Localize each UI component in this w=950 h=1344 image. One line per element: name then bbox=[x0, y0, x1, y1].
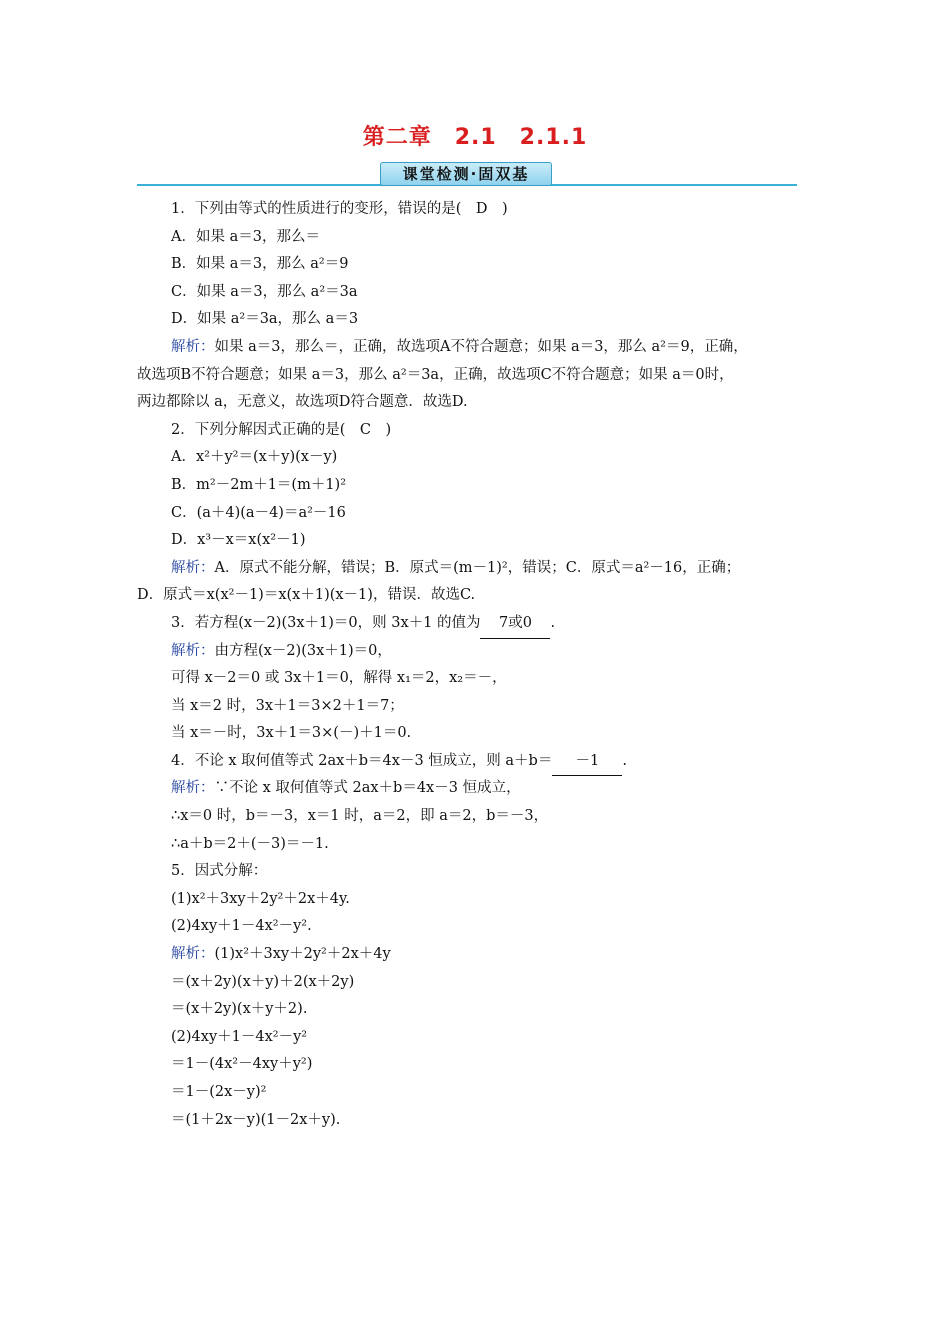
question-line: 5．因式分解： bbox=[171, 863, 268, 880]
analysis-line bbox=[137, 334, 837, 362]
analysis-label: 解析： bbox=[171, 642, 215, 659]
page-title: 第二章 2.1 2.1.1 bbox=[362, 125, 588, 150]
question-line bbox=[137, 610, 837, 638]
analysis-text: (1)x²＋3xy＋2y²＋2x＋4y bbox=[214, 946, 391, 963]
analysis-label: 解析： bbox=[171, 780, 215, 797]
question-end: . bbox=[622, 752, 627, 769]
question-line: ∴a＋b＝2＋(－3)＝－1. bbox=[171, 835, 329, 852]
answer-blank: 7或0 bbox=[480, 610, 550, 639]
question-line: B．如果 a＝3，那么 a²＝9 bbox=[171, 256, 349, 273]
analysis-text: 由方程(x－2)(3x＋1)＝0， bbox=[214, 642, 392, 659]
continuation-line: D．原式＝x(x²－1)＝x(x＋1)(x－1)，错误．故选C. bbox=[137, 587, 476, 604]
question-line: (2)4xy＋1－4x²－y². bbox=[171, 918, 312, 935]
question-line: 2．下列分解因式正确的是( C ) bbox=[171, 421, 392, 438]
continuation-line: 两边都除以 a，无意义，故选项D符合题意．故选D. bbox=[137, 394, 468, 411]
question-line: ＝1－(2x－y)² bbox=[171, 1084, 267, 1100]
analysis-text: 如果 a＝3，那么＝，正确，故选项A不符合题意；如果 a＝3，那么 a²＝9，正确， bbox=[214, 338, 748, 355]
question-line: ＝(x＋2y)(x＋y＋2). bbox=[171, 1001, 308, 1018]
question-text: 3．若方程(x－2)(3x＋1)＝0，则 3x＋1 的值为 bbox=[171, 614, 481, 631]
analysis-line bbox=[137, 638, 837, 666]
question-line: (2)4xy＋1－4x²－y² bbox=[171, 1028, 308, 1045]
question-line: ∴x＝0 时，b＝－3，x＝1 时，a＝2，即 a＝2，b＝－3， bbox=[171, 808, 549, 825]
question-line: 可得 x－2＝0 或 3x＋1＝0，解得 x₁＝2，x₂＝－， bbox=[171, 670, 507, 687]
question-line: D．x³－x＝x(x²－1) bbox=[171, 532, 306, 549]
question-line: A．如果 a＝3，那么＝ bbox=[171, 228, 320, 245]
question-line: 当 x＝2 时，3x＋1＝3×2＋1＝7； bbox=[171, 697, 404, 714]
question-line: A．x²＋y²＝(x＋y)(x－y) bbox=[171, 449, 338, 466]
banner-label: 课堂检测·固双基 bbox=[380, 162, 552, 186]
analysis-line bbox=[137, 941, 837, 969]
analysis-text: ∵不论 x 取何值等式 2ax＋b＝4x－3 恒成立， bbox=[214, 780, 521, 797]
analysis-label: 解析： bbox=[171, 946, 215, 963]
question-line: C．如果 a＝3，那么 a²＝3a bbox=[171, 283, 358, 300]
question-end: . bbox=[550, 614, 556, 631]
analysis-label: 解析： bbox=[171, 559, 215, 576]
analysis-label: 解析： bbox=[171, 338, 215, 355]
answer-blank: －1 bbox=[552, 748, 622, 777]
question-line: D．如果 a²＝3a，那么 a＝3 bbox=[171, 311, 359, 328]
exercise-content bbox=[137, 196, 837, 1134]
question-line: ＝(1＋2x－y)(1－2x＋y). bbox=[171, 1111, 341, 1128]
section-banner bbox=[137, 160, 797, 188]
question-line: (1)x²＋3xy＋2y²＋2x＋4y. bbox=[171, 890, 350, 907]
question-line: 1．下列由等式的性质进行的变形，错误的是( D ) bbox=[171, 201, 508, 217]
analysis-line bbox=[137, 775, 837, 803]
question-line bbox=[137, 748, 837, 776]
analysis-text: A．原式不能分解，错误；B．原式＝(m－1)²，错误；C．原式＝a²－16，正确； bbox=[214, 559, 741, 576]
question-line: 当 x＝－时，3x＋1＝3×(－)＋1＝0. bbox=[171, 725, 412, 742]
question-line: C．(a＋4)(a－4)＝a²－16 bbox=[171, 504, 346, 521]
question-line: ＝(x＋2y)(x＋y)＋2(x＋2y) bbox=[171, 973, 355, 990]
continuation-line: 故选项B不符合题意；如果 a＝3，那么 a²＝3a，正确，故选项C不符合题意；如果 a＝0时， bbox=[137, 366, 734, 383]
analysis-line bbox=[137, 555, 837, 583]
question-line: B．m²－2m＋1＝(m＋1)² bbox=[171, 476, 347, 493]
question-line: ＝1－(4x²－4xy＋y²) bbox=[171, 1056, 313, 1073]
question-text: 4．不论 x 取何值等式 2ax＋b＝4x－3 恒成立，则 a＋b＝ bbox=[171, 752, 553, 769]
